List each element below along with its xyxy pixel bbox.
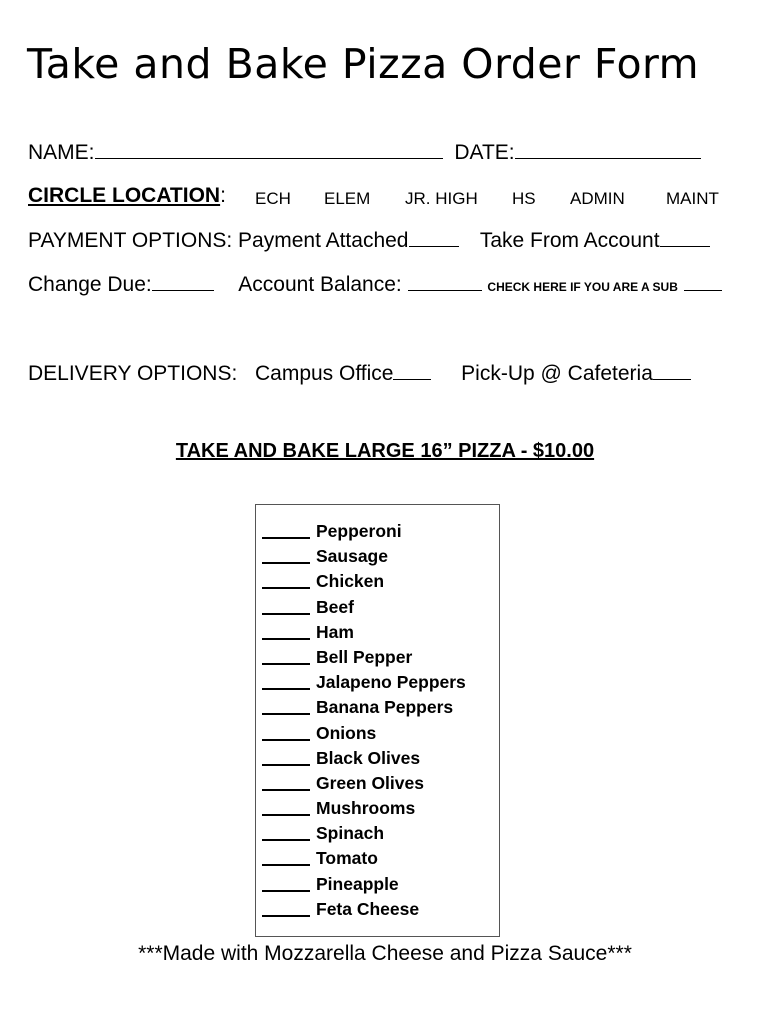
campus-office-label: Campus Office bbox=[254, 362, 394, 385]
change-due-field[interactable] bbox=[152, 289, 214, 291]
campus-office-field[interactable] bbox=[393, 378, 431, 380]
sub-note: CHECK HERE IF YOU ARE A SUB bbox=[487, 280, 678, 294]
topping-blank[interactable] bbox=[262, 638, 310, 640]
pickup-field[interactable] bbox=[653, 378, 691, 380]
topping-label: Sausage bbox=[316, 546, 388, 567]
payment-attached-field[interactable] bbox=[409, 245, 459, 247]
topping-item[interactable] bbox=[262, 695, 466, 720]
topping-label: Jalapeno Peppers bbox=[316, 672, 466, 693]
topping-blank[interactable] bbox=[262, 713, 310, 715]
topping-label: Mushrooms bbox=[316, 798, 416, 819]
payment-row bbox=[28, 229, 710, 253]
topping-item[interactable] bbox=[262, 569, 466, 594]
sub-field[interactable] bbox=[684, 289, 722, 291]
topping-item[interactable] bbox=[262, 846, 466, 871]
name-field[interactable] bbox=[95, 157, 443, 159]
take-from-account-label: Take From Account bbox=[479, 229, 660, 252]
topping-blank[interactable] bbox=[262, 789, 310, 791]
topping-blank[interactable] bbox=[262, 814, 310, 816]
topping-label: Black Olives bbox=[316, 747, 421, 768]
form-title: Take and Bake Pizza Order Form bbox=[27, 40, 700, 88]
topping-blank[interactable] bbox=[262, 562, 310, 564]
toppings-list bbox=[262, 519, 466, 922]
topping-label: Green Olives bbox=[316, 772, 424, 793]
take-from-account-field[interactable] bbox=[660, 245, 710, 247]
topping-blank[interactable] bbox=[262, 764, 310, 766]
location-row bbox=[28, 184, 226, 208]
topping-item[interactable] bbox=[262, 670, 466, 695]
location-option[interactable]: MAINT bbox=[666, 189, 719, 208]
location-option[interactable]: ELEM bbox=[324, 189, 371, 208]
topping-blank[interactable] bbox=[262, 864, 310, 866]
topping-item[interactable] bbox=[262, 544, 466, 569]
payment-options-label: PAYMENT OPTIONS: bbox=[28, 229, 233, 252]
location-option[interactable]: HS bbox=[512, 189, 536, 208]
topping-item[interactable] bbox=[262, 872, 466, 897]
topping-item[interactable] bbox=[262, 897, 466, 922]
topping-label: Spinach bbox=[316, 823, 385, 844]
topping-label: Ham bbox=[316, 621, 354, 642]
change-row bbox=[28, 273, 722, 297]
topping-item[interactable] bbox=[262, 595, 466, 620]
delivery-row bbox=[28, 362, 691, 386]
topping-label: Chicken bbox=[316, 571, 385, 592]
topping-label: Banana Peppers bbox=[316, 697, 454, 718]
pizza-heading: TAKE AND BAKE LARGE 16” PIZZA - $10.00 bbox=[175, 440, 595, 462]
toppings-box bbox=[255, 504, 500, 937]
location-option[interactable]: ECH bbox=[255, 189, 291, 208]
topping-item[interactable] bbox=[262, 746, 466, 771]
topping-item[interactable] bbox=[262, 645, 466, 670]
topping-blank[interactable] bbox=[262, 915, 310, 917]
topping-blank[interactable] bbox=[262, 688, 310, 690]
topping-label: Pineapple bbox=[316, 873, 399, 894]
topping-label: Onions bbox=[316, 722, 377, 743]
pickup-label: Pick-Up @ Cafeteria bbox=[461, 362, 653, 385]
date-label: DATE: bbox=[454, 141, 515, 164]
topping-blank[interactable] bbox=[262, 739, 310, 741]
topping-item[interactable] bbox=[262, 721, 466, 746]
payment-attached-label: Payment Attached bbox=[238, 229, 409, 252]
topping-blank[interactable] bbox=[262, 587, 310, 589]
topping-label: Bell Pepper bbox=[316, 646, 413, 667]
topping-label: Feta Cheese bbox=[316, 898, 420, 919]
topping-item[interactable] bbox=[262, 519, 466, 544]
location-option[interactable]: JR. HIGH bbox=[405, 189, 478, 208]
topping-label: Pepperoni bbox=[316, 521, 402, 541]
topping-item[interactable] bbox=[262, 771, 466, 796]
location-option[interactable]: ADMIN bbox=[570, 189, 625, 208]
topping-blank[interactable] bbox=[262, 890, 310, 892]
topping-blank[interactable] bbox=[262, 839, 310, 841]
account-balance-field[interactable] bbox=[408, 289, 482, 291]
footer-note: ***Made with Mozzarella Cheese and Pizza Sauce*** bbox=[138, 942, 632, 965]
topping-item[interactable] bbox=[262, 821, 466, 846]
account-balance-label: Account Balance: bbox=[238, 273, 402, 296]
location-colon: : bbox=[220, 184, 226, 207]
circle-location-label: CIRCLE LOCATION bbox=[28, 184, 221, 207]
topping-blank[interactable] bbox=[262, 663, 310, 665]
change-due-label: Change Due: bbox=[28, 273, 152, 296]
topping-label: Beef bbox=[316, 596, 354, 617]
topping-blank[interactable] bbox=[262, 537, 310, 539]
topping-item[interactable] bbox=[262, 796, 466, 821]
topping-item[interactable] bbox=[262, 620, 466, 645]
delivery-options-label: DELIVERY OPTIONS: bbox=[28, 362, 238, 385]
date-field[interactable] bbox=[515, 157, 701, 159]
topping-label: Tomato bbox=[316, 848, 378, 869]
name-date-row bbox=[28, 141, 701, 165]
topping-blank[interactable] bbox=[262, 613, 310, 615]
name-label: NAME: bbox=[28, 141, 95, 164]
